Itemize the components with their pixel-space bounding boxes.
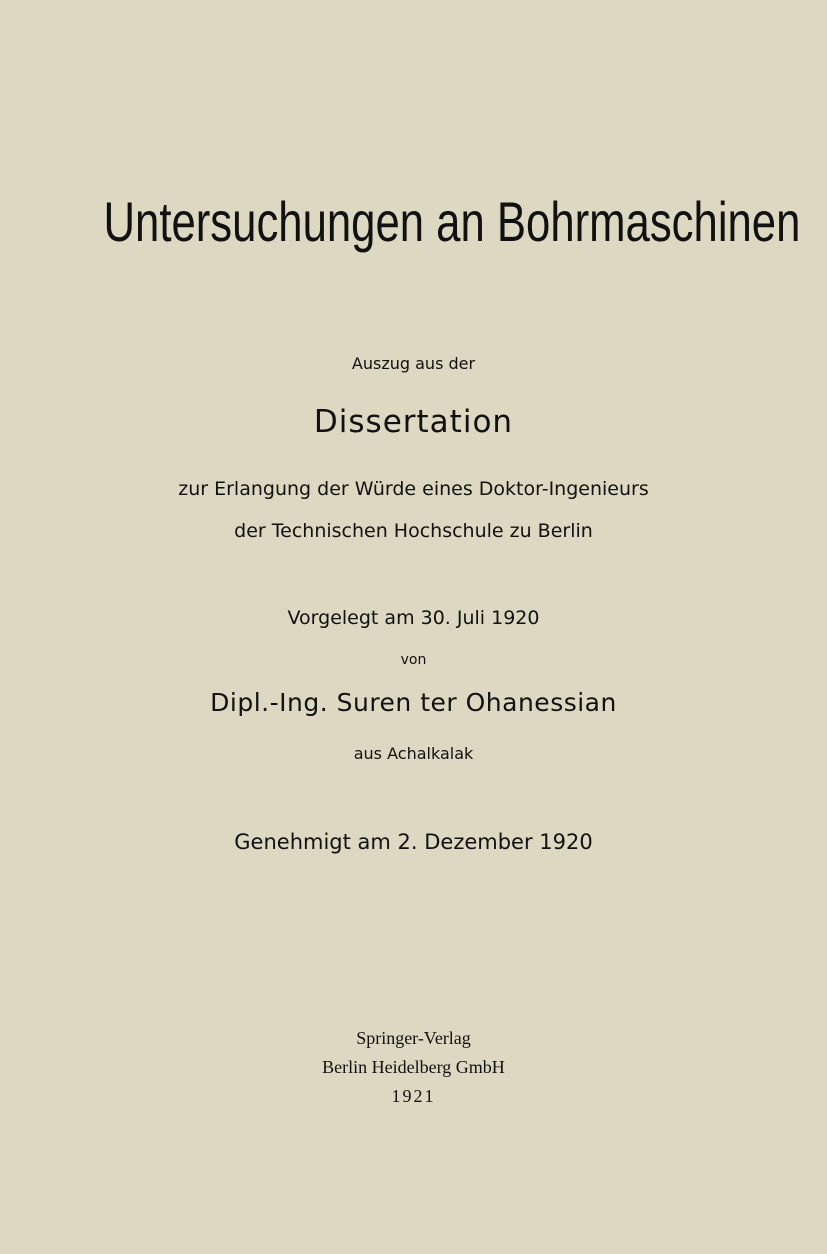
excerpt-line: Auszug aus der <box>351 354 476 373</box>
document-type: Dissertation <box>313 404 514 440</box>
publication-year: 1921 <box>391 1086 436 1106</box>
purpose-line-1: zur Erlangung der Würde eines Doktor-Ingenieurs <box>178 478 649 500</box>
purpose-line-2: der Technischen Hochschule zu Berlin <box>234 520 593 542</box>
publisher-name: Springer-Verlag <box>356 1028 471 1048</box>
by-label: von <box>400 652 427 668</box>
submitted-date: Vorgelegt am 30. Juli 1920 <box>287 607 540 629</box>
publisher-place: Berlin Heidelberg GmbH <box>322 1057 505 1077</box>
book-title: Untersuchungen an Bohrmaschinen <box>103 190 801 253</box>
approval-date: Genehmigt am 2. Dezember 1920 <box>234 830 593 854</box>
author-name: Dipl.-Ing. Suren ter Ohanessian <box>210 688 617 717</box>
author-origin: aus Achalkalak <box>353 744 474 763</box>
